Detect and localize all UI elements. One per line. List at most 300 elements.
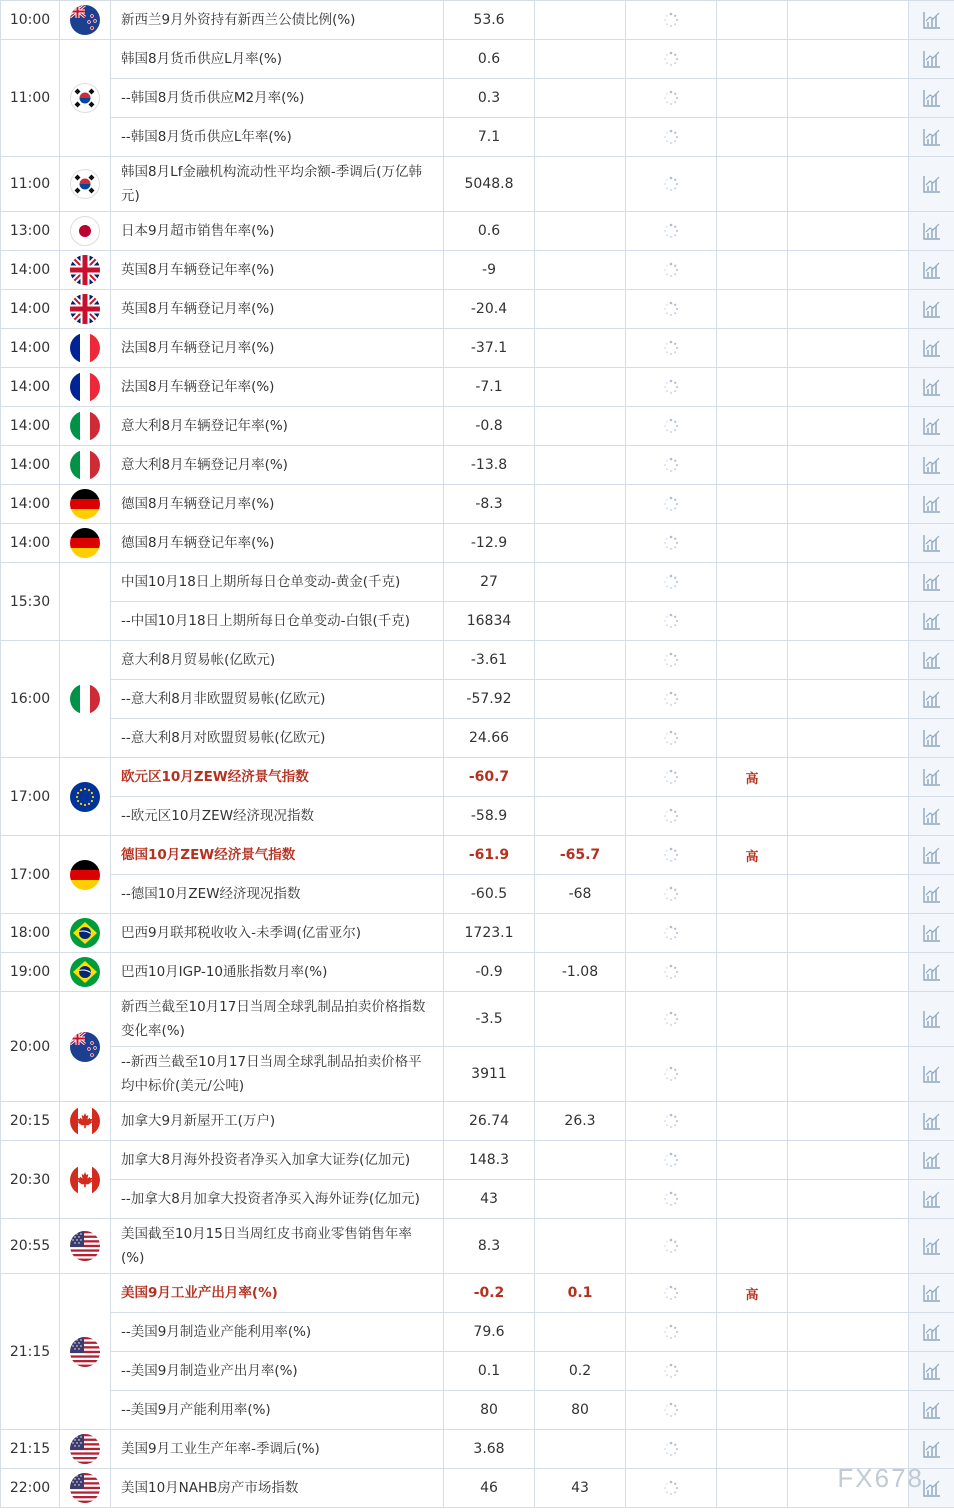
chart-icon[interactable] [922, 260, 942, 280]
chart-link-cell[interactable] [909, 251, 954, 290]
empty-cell [788, 1313, 909, 1352]
importance-cell [717, 797, 788, 836]
event-time: 13:00 [1, 212, 60, 251]
chart-icon[interactable] [922, 1189, 942, 1209]
loading-spinner-icon [663, 418, 679, 434]
forecast-value [535, 992, 626, 1047]
actual-value-cell [626, 1469, 717, 1508]
chart-link-cell[interactable] [909, 992, 954, 1047]
forecast-value [535, 797, 626, 836]
country-flag-cell [60, 40, 111, 157]
importance-cell [717, 953, 788, 992]
importance-cell [717, 290, 788, 329]
actual-value-cell [626, 290, 717, 329]
previous-value: 43 [444, 1180, 535, 1219]
importance-cell [717, 1352, 788, 1391]
actual-value-cell [626, 953, 717, 992]
empty-cell [788, 953, 909, 992]
forecast-value [535, 407, 626, 446]
country-flag-cell [60, 641, 111, 758]
usa-flag-icon [70, 1337, 100, 1367]
chart-icon[interactable] [922, 338, 942, 358]
chart-icon[interactable] [922, 494, 942, 514]
calendar-row [1, 1274, 954, 1313]
forecast-value: 0.1 [535, 1274, 626, 1313]
empty-cell [788, 1180, 909, 1219]
chart-icon[interactable] [922, 533, 942, 553]
france-flag-icon [70, 333, 100, 363]
empty-cell [788, 875, 909, 914]
actual-value-cell [626, 329, 717, 368]
event-time: 18:00 [1, 914, 60, 953]
calendar-row [1, 1102, 954, 1141]
importance-cell [717, 407, 788, 446]
chart-link-cell[interactable] [909, 1102, 954, 1141]
calendar-row [1, 719, 954, 758]
chart-icon[interactable] [922, 572, 942, 592]
chart-link-cell[interactable] [909, 1219, 954, 1274]
event-name: 日本9月超市销售年率(%) [111, 212, 444, 251]
calendar-row [1, 680, 954, 719]
loading-spinner-icon [663, 12, 679, 28]
chart-icon[interactable] [922, 1150, 942, 1170]
chart-icon[interactable] [922, 650, 942, 670]
chart-link-cell[interactable] [909, 1047, 954, 1102]
importance-cell [717, 719, 788, 758]
chart-link-cell[interactable] [909, 79, 954, 118]
forecast-value [535, 1180, 626, 1219]
chart-link-cell[interactable] [909, 563, 954, 602]
calendar-row [1, 40, 954, 79]
importance-cell [717, 446, 788, 485]
event-time: 15:30 [1, 563, 60, 641]
chart-icon[interactable] [922, 1361, 942, 1381]
forecast-value: -1.08 [535, 953, 626, 992]
empty-cell [788, 719, 909, 758]
chart-icon[interactable] [922, 767, 942, 787]
loading-spinner-icon [663, 574, 679, 590]
chart-icon[interactable] [922, 174, 942, 194]
event-time: 10:00 [1, 1, 60, 40]
chart-link-cell[interactable] [909, 1313, 954, 1352]
calendar-row [1, 758, 954, 797]
loading-spinner-icon [663, 223, 679, 239]
actual-value-cell [626, 251, 717, 290]
event-time: 20:30 [1, 1141, 60, 1219]
chart-icon[interactable] [922, 1064, 942, 1084]
importance-cell [717, 641, 788, 680]
france-flag-icon [70, 372, 100, 402]
chart-icon[interactable] [922, 1283, 942, 1303]
country-flag-cell [60, 212, 111, 251]
calendar-row [1, 118, 954, 157]
chart-link-cell[interactable] [909, 914, 954, 953]
loading-spinner-icon [663, 496, 679, 512]
country-flag-cell [60, 329, 111, 368]
forecast-value [535, 1047, 626, 1102]
event-name: 新西兰9月外资持有新西兰公债比例(%) [111, 1, 444, 40]
event-name: --美国9月制造业产能利用率(%) [111, 1313, 444, 1352]
chart-link-cell[interactable] [909, 1180, 954, 1219]
event-time: 17:00 [1, 758, 60, 836]
chart-link-cell[interactable] [909, 719, 954, 758]
actual-value-cell [626, 212, 717, 251]
chart-icon[interactable] [922, 1236, 942, 1256]
event-time: 14:00 [1, 368, 60, 407]
previous-value: -58.9 [444, 797, 535, 836]
chart-icon[interactable] [922, 299, 942, 319]
chart-icon[interactable] [922, 611, 942, 631]
importance-cell [717, 992, 788, 1047]
uk-flag-icon [70, 255, 100, 285]
chart-icon[interactable] [922, 845, 942, 865]
calendar-row [1, 1391, 954, 1430]
calendar-row [1, 797, 954, 836]
forecast-value [535, 118, 626, 157]
italy-flag-icon [70, 411, 100, 441]
event-name: 欧元区10月ZEW经济景气指数 [111, 758, 444, 797]
chart-link-cell[interactable] [909, 875, 954, 914]
event-time: 20:00 [1, 992, 60, 1102]
event-name: 德国8月车辆登记年率(%) [111, 524, 444, 563]
importance-cell [717, 1391, 788, 1430]
canada-flag-icon [70, 1165, 100, 1195]
chart-link-cell[interactable] [909, 368, 954, 407]
calendar-row [1, 641, 954, 680]
chart-icon[interactable] [922, 88, 942, 108]
chart-link-cell[interactable] [909, 212, 954, 251]
chart-link-cell[interactable] [909, 157, 954, 212]
importance-cell [717, 40, 788, 79]
event-time: 14:00 [1, 407, 60, 446]
previous-value: 8.3 [444, 1219, 535, 1274]
importance-cell [717, 368, 788, 407]
watermark: FX678 [837, 1463, 924, 1493]
country-flag-cell [60, 251, 111, 290]
chart-link-cell[interactable] [909, 485, 954, 524]
country-flag-cell [60, 992, 111, 1102]
actual-value-cell [626, 797, 717, 836]
event-name: 法国8月车辆登记月率(%) [111, 329, 444, 368]
previous-value: -60.5 [444, 875, 535, 914]
chart-icon[interactable] [922, 962, 942, 982]
loading-spinner-icon [663, 1441, 679, 1457]
country-flag-cell [60, 157, 111, 212]
event-name: 中国10月18日上期所每日仓单变动-黄金(千克) [111, 563, 444, 602]
importance-cell [717, 329, 788, 368]
loading-spinner-icon [663, 535, 679, 551]
importance-cell [717, 1, 788, 40]
chart-link-cell[interactable] [909, 407, 954, 446]
country-flag-cell [60, 1141, 111, 1219]
chart-link-cell[interactable] [909, 1391, 954, 1430]
forecast-value [535, 719, 626, 758]
forecast-value: -68 [535, 875, 626, 914]
chart-icon[interactable] [922, 806, 942, 826]
chart-link-cell[interactable] [909, 1274, 954, 1313]
calendar-row [1, 524, 954, 563]
new-zealand-flag-icon [70, 1032, 100, 1062]
calendar-row [1, 563, 954, 602]
country-flag-cell [60, 1102, 111, 1141]
chart-icon[interactable] [922, 377, 942, 397]
empty-cell [788, 446, 909, 485]
loading-spinner-icon [663, 808, 679, 824]
loading-spinner-icon [663, 129, 679, 145]
chart-icon[interactable] [922, 221, 942, 241]
empty-cell [788, 290, 909, 329]
forecast-value [535, 680, 626, 719]
importance-cell [717, 524, 788, 563]
brazil-flag-icon [70, 957, 100, 987]
event-name: --加拿大8月加拿大投资者净买入海外证券(亿加元) [111, 1180, 444, 1219]
previous-value: -37.1 [444, 329, 535, 368]
italy-flag-icon [70, 450, 100, 480]
chart-icon[interactable] [922, 455, 942, 475]
actual-value-cell [626, 719, 717, 758]
forecast-value [535, 758, 626, 797]
chart-link-cell[interactable] [909, 680, 954, 719]
forecast-value [535, 40, 626, 79]
importance-cell [717, 1219, 788, 1274]
chart-link-cell[interactable] [909, 1141, 954, 1180]
importance-cell [717, 1141, 788, 1180]
loading-spinner-icon [663, 730, 679, 746]
empty-cell [788, 1219, 909, 1274]
actual-value-cell [626, 368, 717, 407]
chart-link-cell[interactable] [909, 118, 954, 157]
importance-cell [717, 1180, 788, 1219]
importance-cell [717, 680, 788, 719]
chart-link-cell[interactable] [909, 602, 954, 641]
previous-value: 3911 [444, 1047, 535, 1102]
actual-value-cell [626, 118, 717, 157]
chart-link-cell[interactable] [909, 953, 954, 992]
chart-icon[interactable] [922, 728, 942, 748]
forecast-value [535, 1430, 626, 1469]
chart-icon[interactable] [922, 1400, 942, 1420]
chart-link-cell[interactable] [909, 446, 954, 485]
importance-cell [717, 485, 788, 524]
event-name: --中国10月18日上期所每日仓单变动-白银(千克) [111, 602, 444, 641]
loading-spinner-icon [663, 1285, 679, 1301]
chart-link-cell[interactable] [909, 1352, 954, 1391]
country-flag-cell [60, 1219, 111, 1274]
event-name: 美国截至10月15日当周红皮书商业零售销售年率(%) [111, 1219, 444, 1274]
chart-icon[interactable] [922, 1439, 942, 1459]
new-zealand-flag-icon [70, 5, 100, 35]
loading-spinner-icon [663, 340, 679, 356]
event-name: 加拿大9月新屋开工(万户) [111, 1102, 444, 1141]
empty-cell [788, 407, 909, 446]
calendar-row [1, 157, 954, 212]
country-flag-cell [60, 1274, 111, 1430]
empty-cell [788, 212, 909, 251]
event-name: 新西兰截至10月17日当周全球乳制品拍卖价格指数变化率(%) [111, 992, 444, 1047]
empty-cell [788, 368, 909, 407]
chart-link-cell[interactable] [909, 758, 954, 797]
event-time: 19:00 [1, 953, 60, 992]
loading-spinner-icon [663, 613, 679, 629]
previous-value: 79.6 [444, 1313, 535, 1352]
event-name: 英国8月车辆登记月率(%) [111, 290, 444, 329]
country-flag-cell [60, 290, 111, 329]
event-time: 14:00 [1, 329, 60, 368]
calendar-row [1, 1180, 954, 1219]
empty-cell [788, 1391, 909, 1430]
actual-value-cell [626, 1219, 717, 1274]
calendar-row [1, 1352, 954, 1391]
empty-cell [788, 1352, 909, 1391]
country-flag-cell [60, 563, 111, 641]
importance-cell [717, 212, 788, 251]
chart-link-cell[interactable] [909, 524, 954, 563]
previous-value: 3.68 [444, 1430, 535, 1469]
chart-icon[interactable] [922, 923, 942, 943]
forecast-value: 0.2 [535, 1352, 626, 1391]
chart-link-cell[interactable] [909, 329, 954, 368]
previous-value: -60.7 [444, 758, 535, 797]
loading-spinner-icon [663, 1238, 679, 1254]
chart-icon[interactable] [922, 689, 942, 709]
event-name: --美国9月制造业产出月率(%) [111, 1352, 444, 1391]
previous-value: 7.1 [444, 118, 535, 157]
chart-link-cell[interactable] [909, 797, 954, 836]
chart-icon[interactable] [922, 49, 942, 69]
actual-value-cell [626, 1352, 717, 1391]
loading-spinner-icon [663, 1324, 679, 1340]
calendar-row [1, 212, 954, 251]
event-name: 德国8月车辆登记月率(%) [111, 485, 444, 524]
chart-icon[interactable] [922, 1111, 942, 1131]
calendar-row [1, 1469, 954, 1508]
previous-value: -9 [444, 251, 535, 290]
chart-icon[interactable] [922, 1322, 942, 1342]
forecast-value [535, 329, 626, 368]
importance-cell [717, 1430, 788, 1469]
empty-cell [788, 797, 909, 836]
loading-spinner-icon [663, 886, 679, 902]
event-name: 意大利8月车辆登记月率(%) [111, 446, 444, 485]
chart-icon[interactable] [922, 127, 942, 147]
forecast-value [535, 563, 626, 602]
previous-value: -12.9 [444, 524, 535, 563]
country-flag-cell [60, 953, 111, 992]
chart-link-cell[interactable] [909, 290, 954, 329]
actual-value-cell [626, 1047, 717, 1102]
calendar-row [1, 251, 954, 290]
usa-flag-icon [70, 1473, 100, 1503]
forecast-value [535, 446, 626, 485]
empty-cell [788, 641, 909, 680]
previous-value: 24.66 [444, 719, 535, 758]
event-name: --新西兰截至10月17日当周全球乳制品拍卖价格平均中标价(美元/公吨) [111, 1047, 444, 1102]
forecast-value [535, 914, 626, 953]
germany-flag-icon [70, 528, 100, 558]
chart-icon[interactable] [922, 10, 942, 30]
loading-spinner-icon [663, 1402, 679, 1418]
actual-value-cell [626, 524, 717, 563]
actual-value-cell [626, 1, 717, 40]
usa-flag-icon [70, 1434, 100, 1464]
event-name: --德国10月ZEW经济现况指数 [111, 875, 444, 914]
previous-value: 5048.8 [444, 157, 535, 212]
actual-value-cell [626, 79, 717, 118]
chart-icon[interactable] [922, 884, 942, 904]
event-name: --美国9月产能利用率(%) [111, 1391, 444, 1430]
forecast-value: 43 [535, 1469, 626, 1508]
event-time: 14:00 [1, 485, 60, 524]
event-name: 美国9月工业产出月率(%) [111, 1274, 444, 1313]
chart-link-cell[interactable] [909, 836, 954, 875]
actual-value-cell [626, 446, 717, 485]
empty-cell [788, 524, 909, 563]
event-time: 11:00 [1, 40, 60, 157]
loading-spinner-icon [663, 964, 679, 980]
country-flag-cell [60, 758, 111, 836]
actual-value-cell [626, 680, 717, 719]
chart-icon[interactable] [922, 1009, 942, 1029]
canada-flag-icon [70, 1106, 100, 1136]
importance-cell [717, 602, 788, 641]
calendar-row [1, 602, 954, 641]
loading-spinner-icon [663, 379, 679, 395]
chart-link-cell[interactable] [909, 641, 954, 680]
chart-link-cell[interactable] [909, 40, 954, 79]
forecast-value [535, 641, 626, 680]
chart-icon[interactable] [922, 1478, 942, 1498]
event-name: --意大利8月非欧盟贸易帐(亿欧元) [111, 680, 444, 719]
italy-flag-icon [70, 684, 100, 714]
event-name: 巴西10月IGP-10通胀指数月率(%) [111, 953, 444, 992]
country-flag-cell [60, 1, 111, 40]
event-name: --意大利8月对欧盟贸易帐(亿欧元) [111, 719, 444, 758]
previous-value: 53.6 [444, 1, 535, 40]
event-name: --韩国8月货币供应L年率(%) [111, 118, 444, 157]
calendar-row [1, 1, 954, 40]
event-name: 意大利8月车辆登记年率(%) [111, 407, 444, 446]
empty-cell [788, 1141, 909, 1180]
forecast-value [535, 1141, 626, 1180]
loading-spinner-icon [663, 1363, 679, 1379]
calendar-row [1, 407, 954, 446]
loading-spinner-icon [663, 769, 679, 785]
previous-value: -7.1 [444, 368, 535, 407]
event-name: 韩国8月Lf金融机构流动性平均余额-季调后(万亿韩元) [111, 157, 444, 212]
empty-cell [788, 563, 909, 602]
calendar-row [1, 446, 954, 485]
event-time: 17:00 [1, 836, 60, 914]
country-flag-cell [60, 407, 111, 446]
actual-value-cell [626, 1180, 717, 1219]
actual-value-cell [626, 157, 717, 212]
previous-value: 148.3 [444, 1141, 535, 1180]
event-name: 英国8月车辆登记年率(%) [111, 251, 444, 290]
calendar-row [1, 1430, 954, 1469]
chart-link-cell[interactable] [909, 1, 954, 40]
loading-spinner-icon [663, 457, 679, 473]
empty-cell [788, 1, 909, 40]
previous-value: 0.3 [444, 79, 535, 118]
actual-value-cell [626, 1274, 717, 1313]
previous-value: -13.8 [444, 446, 535, 485]
previous-value: 16834 [444, 602, 535, 641]
chart-icon[interactable] [922, 416, 942, 436]
event-name: 巴西9月联邦税收收入-未季调(亿雷亚尔) [111, 914, 444, 953]
previous-value: -57.92 [444, 680, 535, 719]
country-flag-cell [60, 446, 111, 485]
importance-cell [717, 1469, 788, 1508]
